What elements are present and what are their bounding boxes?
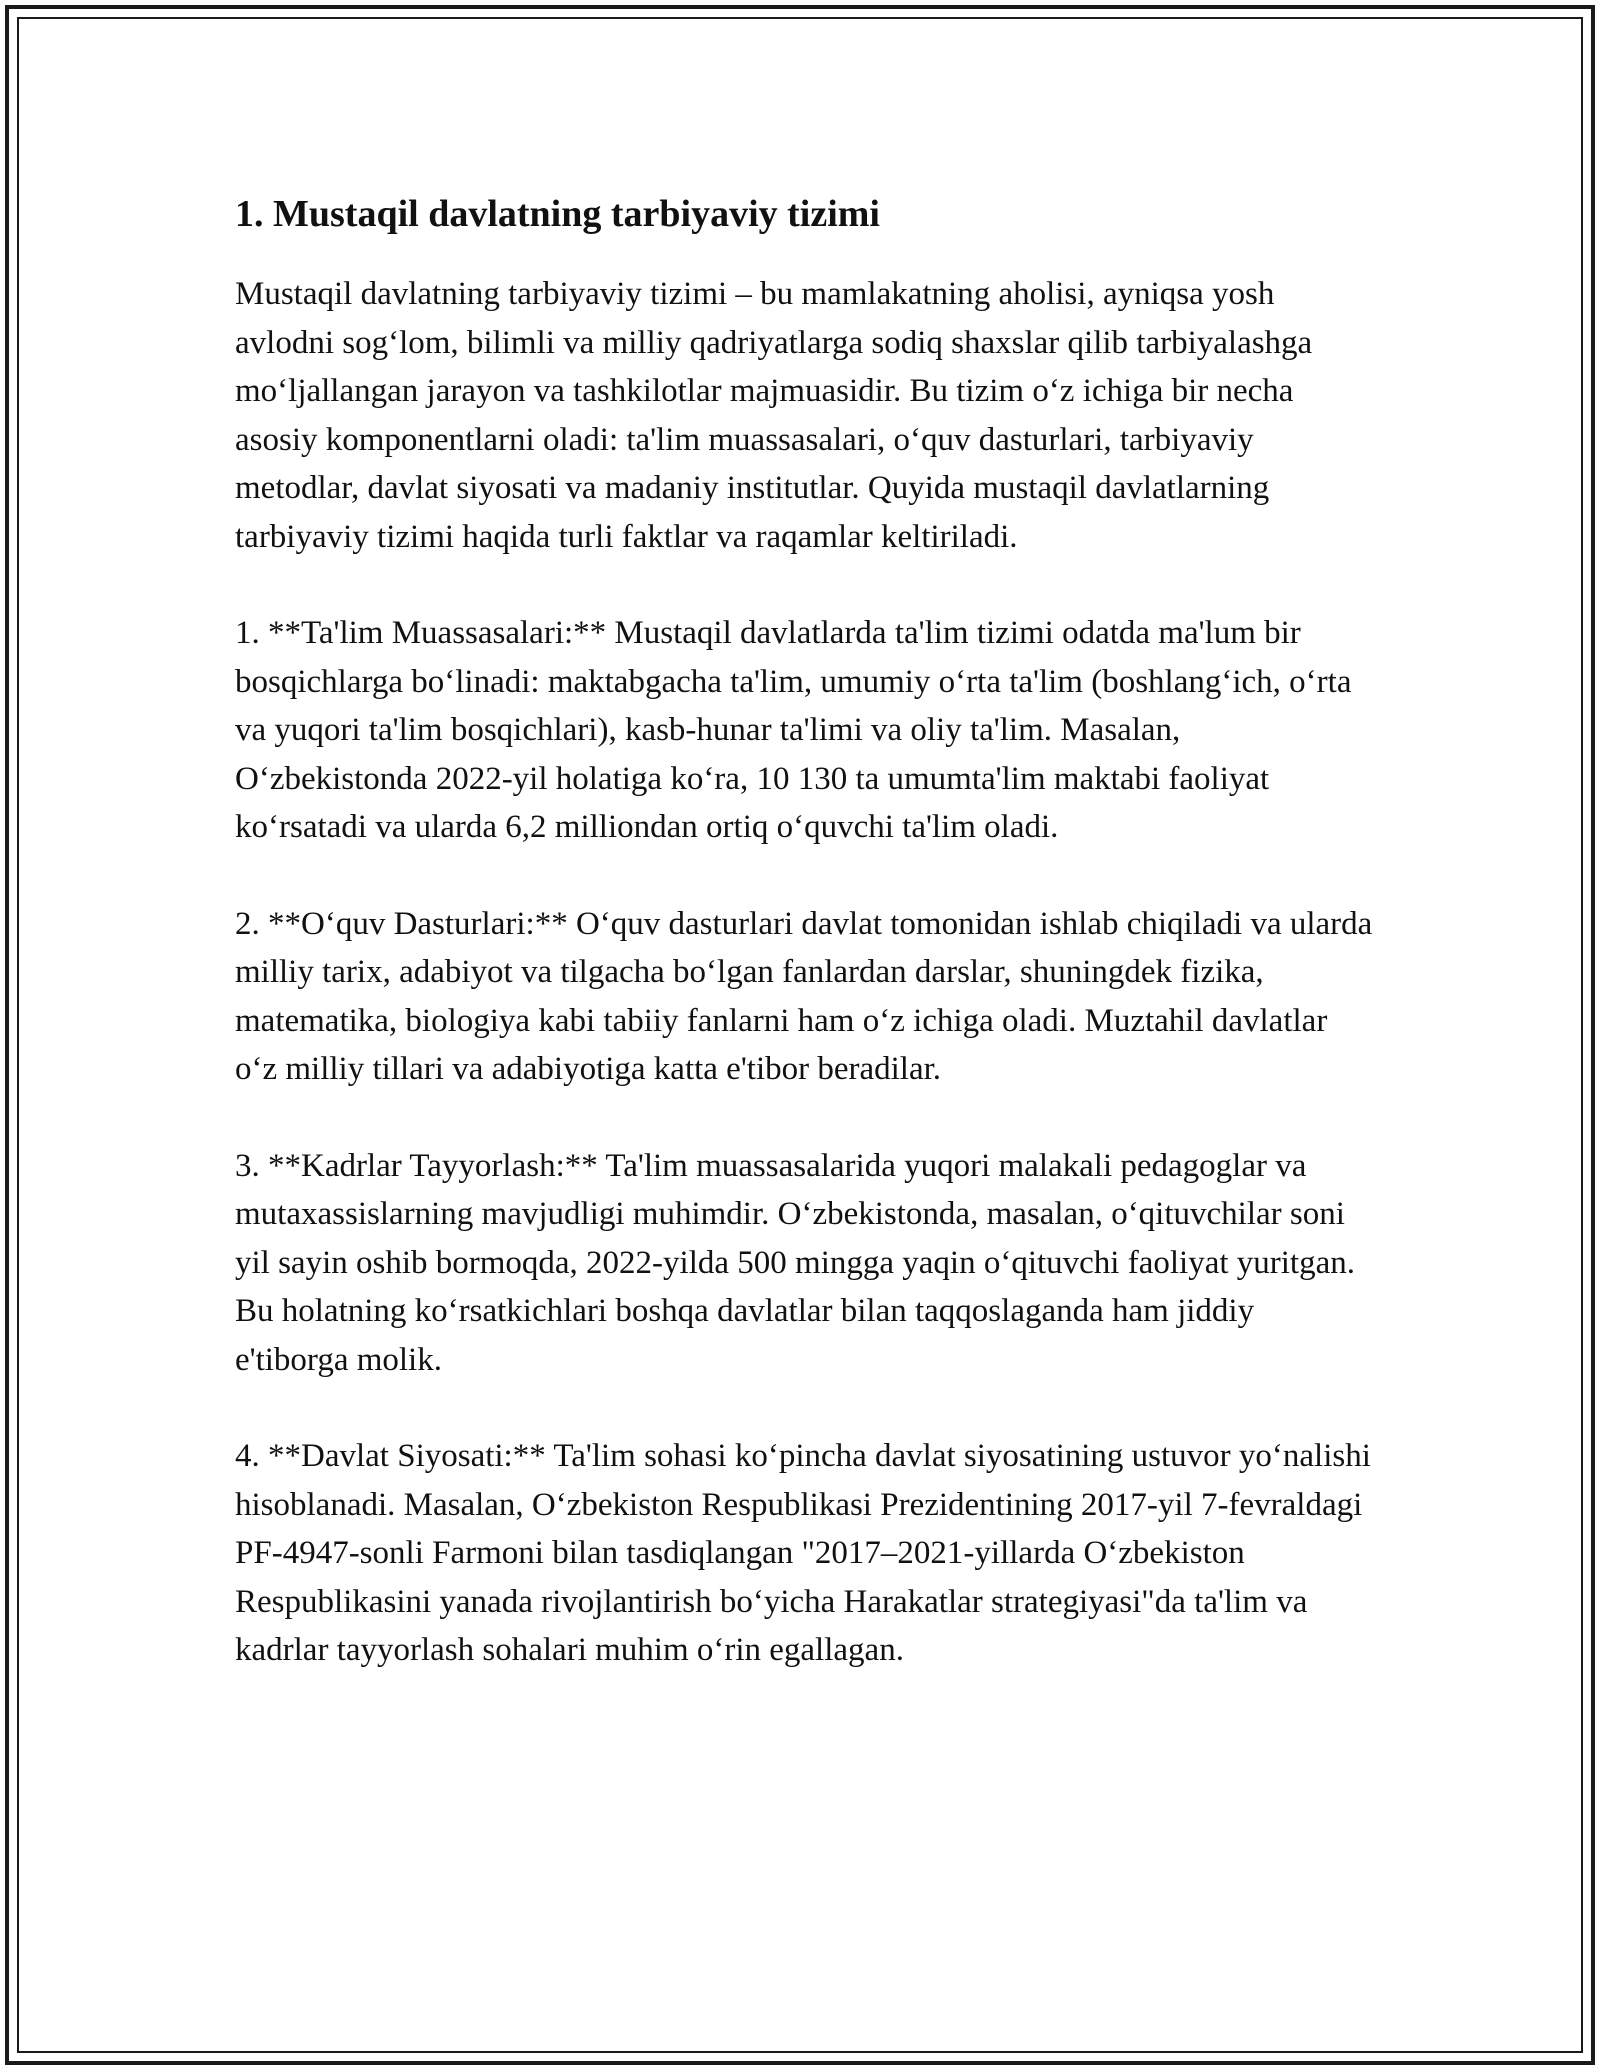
intro-paragraph: Mustaqil davlatning tarbiyaviy tizimi – bu mamlakatning aholisi, ayniqsa yosh avlodni sog‘lom, bilimli va milliy qadriyatlarga sodiq shaxslar qilib tarbiyalashga mo‘ljallangan jarayon va tashkilotlar majmuasidir. Bu tizim o‘z ichiga bir necha asosiy komponentlarni oladi: ta'lim muassasalari, o‘quv dasturlari, tarbiyaviy metodlar, davlat siyosati va madaniy institutlar. Quyida mustaqil davlatlarning tarbiyaviy tizimi haqida turli faktlar va raqamlar keltiriladi. <box>235 276 1313 555</box>
paragraph-kadrlar-tayyorlash: 3. **Kadrlar Tayyorlash:** Ta'lim muassasalarida yuqori malakali pedagoglar va mutaxassislarning mavjudligi muhimdir. O‘zbekistonda, masalan, o‘qituvchilar soni yil sayin oshib bormoqda, 2022-yilda 500 mingga yaqin o‘qituvchi faoliyat yuritgan. Bu holatning ko‘rsatkichlari boshqa davlatlar bilan taqqoslaganda ham jiddiy e'tiborga molik. <box>235 1147 1355 1378</box>
section-heading: 1. Mustaqil davlatning tarbiyaviy tizimi <box>235 193 880 235</box>
document-body <box>235 188 1375 1723</box>
paragraph-talim-muassasalari: 1. **Ta'lim Muassasalari:** Mustaqil davlatlarda ta'lim tizimi odatda ma'lum bir bosqichlarga bo‘linadi: maktabgacha ta'lim, umumiy o‘rta ta'lim (boshlang‘ich, o‘rta va yuqori ta'lim bosqichlari), kasb-hunar ta'limi va oliy ta'lim. Masalan, O‘zbekistonda 2022-yil holatiga ko‘ra, 10 130 ta umumta'lim maktabi faoliyat ko‘rsatadi va ularda 6,2 milliondan ortiq o‘quvchi ta'lim oladi. <box>235 615 1352 845</box>
paragraph-oquv-dasturlari: 2. **O‘quv Dasturlari:** O‘quv dasturlari davlat tomonidan ishlab chiqiladi va ularda milliy tarix, adabiyot va tilgacha bo‘lgan fanlardan darslar, shuningdek fizika, matematika, biologiya kabi tabiiy fanlarni ham o‘z ichiga oladi. Muztahil davlatlar o‘z milliy tillari va adabiyotiga katta e'tibor beradilar. <box>235 905 1373 1087</box>
paragraph-davlat-siyosati: 4. **Davlat Siyosati:** Ta'lim sohasi ko‘pincha davlat siyosatining ustuvor yo‘nalishi hisoblanadi. Masalan, O‘zbekiston Respublikasi Prezidentining 2017-yil 7-fevraldagi PF-4947-sonli Farmoni bilan tasdiqlangan "2017–2021-yillarda O‘zbekiston Respublikasini yanada rivojlantirish bo‘yicha Harakatlar strategiyasi"da ta'lim va kadrlar tayyorlash sohalari muhim o‘rin egallagan. <box>235 1438 1371 1668</box>
